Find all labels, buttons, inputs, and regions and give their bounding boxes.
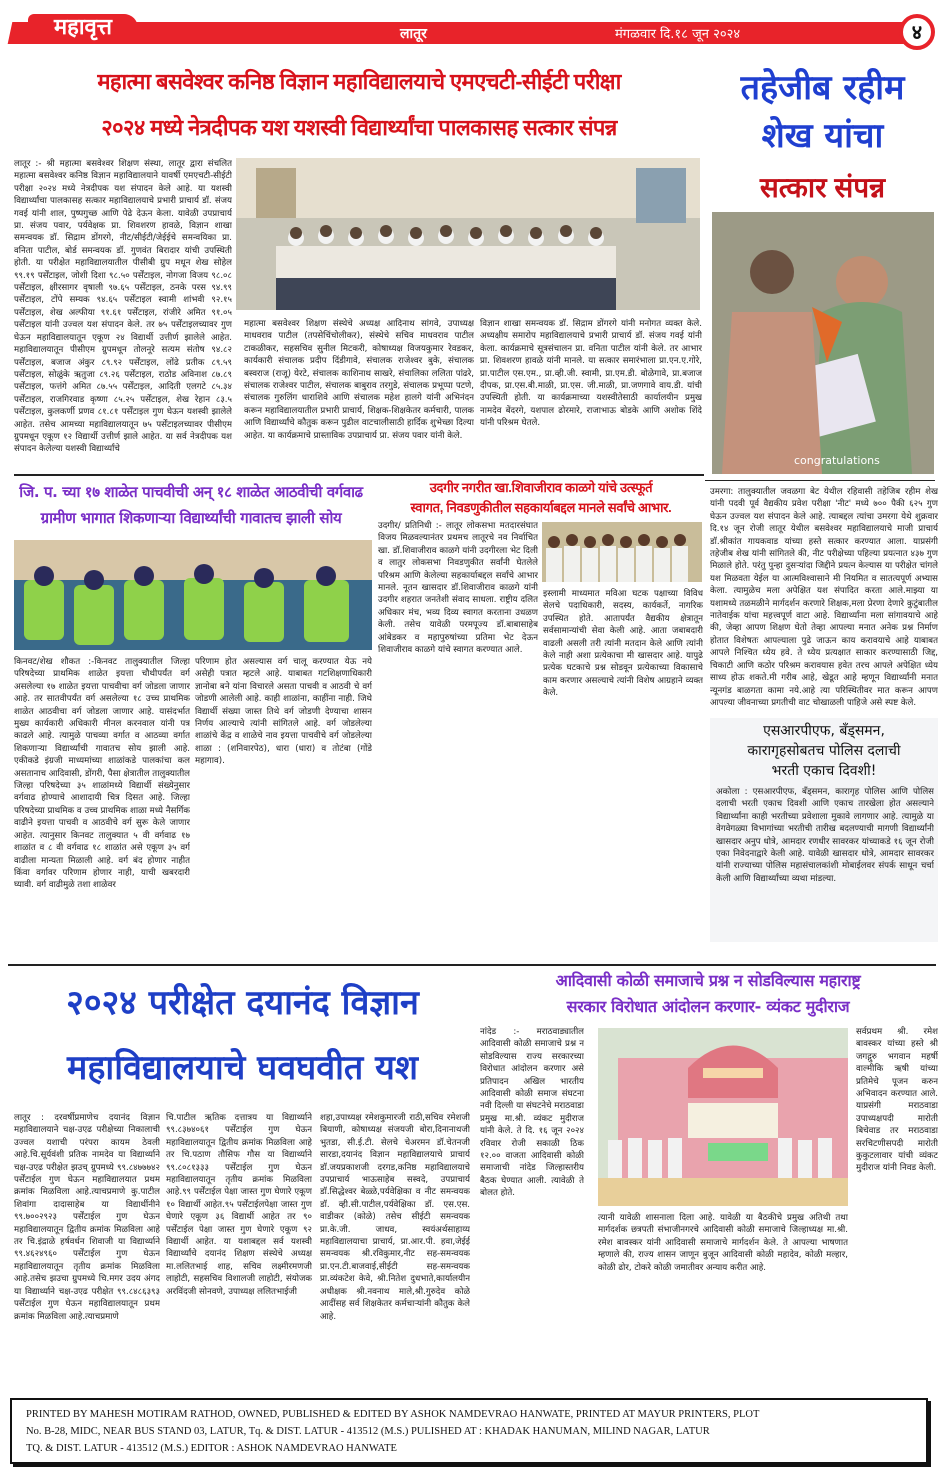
- story2-photo: [712, 212, 934, 474]
- story4-headline-line1: जि. प. च्या १७ शाळेत पाचवीची अन् १८ शाळेत आठवीची वर्गवाढ: [19, 483, 363, 501]
- story6-column1: लातूर : दरवर्षीप्रमाणेच दयानंद विज्ञान महाविद्यालयाने चक्ष-उएढ परीक्षेच्या निकालाची उज्वल यशाची परंपरा कायम ठेवली आहे.चि.सूर्यवंशी प्रतिक नामदेव या विद्यार्थ्याने चक्ष-उएढ परीक्षेत झउच् ग्रुपमध्ये ९९.८४७७७४२ पर्सेंटाईल गुण घेऊन महाविद्यालयात प्रथम क्रमांक मिळविला आहे.त्याचप्रमाणे कु.पाटील शिवांगा दादासाहेब या विद्यार्थीनीने ९९.७००२९२३ पर्सेंटाईल गुण घेऊन महाविद्यालयातून द्वितीय क्रमांक मिळविला आहे तर चि.इंद्राळे हर्षवर्धन शिवाजी या विद्यार्थ्याने ९९.४६२४९६० पर्सेंटाईल गुण घेऊन महाविद्यालयातून तृतीय क्रमांक मिळविला आहे.तसेच झउचा ग्रुपमध्ये चि.मगर उदय अंगद या विद्यार्थ्याने चक्ष-उएढ परीक्षेत ९९.८४८६३९३ पर्सेंटाईल गुण घेऊन महाविद्यालयातून प्रथम क्रमांक मिळविला आहे.त्याचप्रमाणे: [14, 1113, 160, 1322]
- page-number: ४: [899, 14, 935, 50]
- story1-headline-line2: २०२४ मध्ये नेत्रदीपक यश यशस्वी विद्यार्थ्यांचा पालकासह सत्कार संपन्न: [101, 115, 617, 140]
- story7-headline-line2: सरकार विरोधात आंदोलन करणार- व्यंकट मुदीराज: [566, 997, 850, 1016]
- story6-column2: चि.पाटील ऋतिक दत्तात्रय या विद्यार्थ्याने ९९.८३७४०६१ पर्सेंटाईल गुण घेऊन महाविद्यालयातून द्वितीय क्रमांक मिळविला आहे तर चि.पठाण तौसिफ गौस या विद्यार्थ्याने ९९.८०८१३३३ पर्सेंटाईल गुण घेऊन महाविद्यालयातून तृतीय क्रमांक मिळविला आहे.९९ पर्सेंटाईल पेक्षा जास्त गुण घेणारे एकूण १० विद्यार्थी आहेत.९५ पर्सेंटाईलपेक्षा जास्त गुण घेणारे एकूण ३६ विद्यार्थी आहेत तर ९० पर्सेंटाईल पेक्षा जास्त गुण घेणारे एकूण ९२ विद्यार्थी आहेत. या यशाबद्दल सर्व यशस्वी विद्यार्थ्यांचे दयानंद शिक्षण संस्थेचे अध्यक्ष मा.ललितभाई शाह, सचिव लक्ष्मीरमणजी लाहोटी, सहसचिव विशालजी लाहोटी, संयोजक अरविंदजी सोनवणे, उपाध्यक्ष ललितभाईजी: [166, 1113, 312, 1297]
- story3-headline-line1: एसआरपीएफ, बॅंड्समन,: [763, 723, 885, 739]
- story5-column1: उदगीर/ प्रतिनिधी :- लातूर लोकसभा मतदारसंघात विजय मिळवल्यानंतर प्रथमच लातूरचे नव निर्वाचित खा. डॉ.शिवाजीराव काळगे यांनी उदगीरला भेट दिली व लातुर लोकसभा निवडणुकीत सर्वांनी घेतलेले परिश्रम आणि केलेल्या सहकार्याबद्दल सर्वांचे आभार मानले. नूतन खासदार डॉ.शिवाजीराव काळगे यांनी उदगीर शहरात जनतेशी संवाद साधला. राष्ट्रीय दलित अधिकार मंच, भव्य दिव्य स्वागत करताना उधळण केली. तसेच यावेळी परमपूज्य डॉ.बाबासाहेब आंबेडकर व महापुरुषांच्या प्रतिमा भेट देऊन शिवाजीराव काळगे यांचे स्वागत करण्यात आले.: [378, 521, 538, 656]
- story7-photo: [598, 1028, 848, 1206]
- story4-column2: परिणाम होत असल्यास वर्ग चालू करण्यात येऊ नये असेही पत्रात म्हटले आहे. याबाबत गटशिक्षणाधिकारी ज्ञानोबा बने यांना विचारले असता पाचवी व आठवी चे वर्ग जोडणी आलेली आहे. काही शाळांना, काहींना नाही. जिथे विद्यार्थी संख्या जास्त तिथे वर्ग जोडणी देण्याचा शासन निर्णय आल्याचे त्यांनी सांगितले आहे. वर्ग जोडलेल्या शाळांचे केंद्र व शाळेचे नाव इयत्ता पाचवीचे वर्ग जोडलेल्या शाळा : (शनिवारपेठ), धारा (धारा) व तोटंबा (गोंडे महागाव).: [195, 657, 372, 767]
- story5-headline-line1: उदगीर नगरीत खा.शिवाजीराव काळगे यांचे उत्स्फूर्त: [429, 480, 653, 495]
- story7-column2: त्यानी यावेळी शासनाला दिला आहे. यावेळी या बैठकीचे प्रमुख अतिथी तथा मार्गदर्शक छत्रपती संभाजीनगरचे आदिवासी कोळी समाजाचे जिल्हाध्यक्ष मा.श्री. रमेश बावस्कर यांनी आदिवासी समाजाचे मार्गदर्शन केले. ते आपल्या भाषणात म्हणाले की, राज्य शासन जाणून बुजून आदिवासी कोळी महादेव, कोळी मल्हार, कोळी ढोर, टोकरे कोळी जमातीवर अन्याय करीत आहे.: [598, 1213, 848, 1273]
- story4-school-photo: [14, 540, 372, 650]
- story7-column3: सर्वप्रथम श्री. रमेश बावस्कर यांच्या हस्ते श्री जगद्गुरु भगवान महर्षी वाल्मीकि ऋषी यांच्या प्रतिमेचे पूजन करुन अभिवादन करण्यात आले. याप्रसंगी मराठवाडा उपाध्यक्षपदी मारोती बिचेवाड तर मराठवाडा सरचिटणीसपदी मारोती कुकुटलावार यांची व्यंकट मुदीराज यांनी निवड केली.: [856, 1027, 938, 1174]
- meeting-photo-graphic: [598, 1028, 848, 1206]
- story2-headline-line1: तहेजीब रहीम: [740, 68, 905, 108]
- students-photo-graphic: [14, 540, 372, 650]
- story1-group-photo: [236, 158, 700, 310]
- story2-headline-line2: शेख यांचा: [761, 116, 884, 156]
- welcome-photo-graphic: [542, 522, 702, 582]
- story2-body: उमरगा: तालुक्यातील जवळगा बेट येथील रहिवासी तहेजिब रहीम शेख यांनी पदवी पूर्व वैद्यकीय प्रवेश परीक्षा 'नीट' मध्ये ७०० पैकी ६२५ गुण घेऊन उज्वल यश संपादन केले आहे. त्याबद्दल त्यांचा उमरगा येथे शुक्रवार दि.१४ जून रोजी लातूर येथील बसवेश्वर महाविद्यालयाचे माजी प्राचार्य डॉ.श्रीकांत गायकवाड यांच्या हस्ते सत्कार करण्यात आला. याप्रसंगी तहेजीब शेख यांनी सांगितले की, नीट परीक्षेच्या पहिल्या प्रयत्नात ४३७ गुण मिळाले होते. परंतु पुन्हा दुसऱ्यांदा जिद्दीने प्रयत्न केल्यास या परीक्षेत चांगले यश मिळवता येईल या आत्मविश्वासाने मी नियमित व सातत्यपूर्ण अभ्यास केला. त्यामुळेच मला अपेक्षित यश संपादित करता आले.माझ्या या यशामध्ये तळमळीने मार्गदर्शन करणारे शिक्षक,मला प्रेरणा देणारे कुटुंबातील नातेवाईक यांचा महत्त्वपूर्ण वाटा आहे. विद्यार्थ्यांना मला सांगावयाचे आहे की, जेव्हा आपण शिक्षण घेतो तेव्हा आपल्या मनात अनेक प्रश्न निर्माण होतात विशेषतः आपल्याला पुढे जाऊन काय करावयाचे आहे याबाबत आपले निश्चित ध्येय हवे. ते ध्येय प्रत्यक्षात साकार करण्यासाठी जिद्द, चिकाटी आणि कठोर परिश्रम करावयास हवेत तरच आपले अपेक्षित ध्येय साध्य होऊ शकते.मी गरीब आहे, खेडूत आहे म्हणून विद्यार्थ्यांनी मनात न्यूनगंड बाळगता कामा नये.आहे त्या परिस्थितीवर मात करून आपण आपल्या जीवनाच्या प्रगतीची वाट चोखाळली पाहिजे असे स्पष्ट केले.: [710, 487, 938, 708]
- story1-column2: महात्मा बसवेश्वर शिक्षण संस्थेचे अध्यक्ष आदिनाथ सांगवे, उपाध्यक्ष माधवराव पाटील (तपसेचिंचोलीकर), संस्थेचे सचिव माधवराव पाटील टाकळीकर, सहसचिव सुनील मिटकरी, कोषाध्यक्ष विजयकुमार रेवडकर, कार्यकारी संचालक प्रदीप दिंडीगावे, संचालक राजेश्वर बुके, संचालक बस्वराज (राजू) येरटे, संचालक काशिनाथ साखरे, संचालिका ललिता पांढरे, संचालक राजेश्वर पाटील, संचालक बाबुराव तरगुडे, संचालक प्रभूप्पा पटणे, संचालक गुरुलिंग धाराशिवे आणि संचालक महेश हालगे यांनी अभिनंदन करून महाविद्यालयातील प्रभारी प्राचार्य, शिक्षक-शिक्षकेतर कर्मचारी, पालक आणि विद्यार्थ्यांचे कौतुक करून पुढील वाटचालीसाठी हार्दिक शुभेच्छा दिल्या आहेत. या कार्यक्रमाचे प्रास्ताविक उपप्राचार्य प्रा. संजय पवार यांनी केले.: [244, 319, 474, 441]
- story7-headline-line1: आदिवासी कोळी समाजाचे प्रश्न न सोडविल्यास महाराष्ट्र: [555, 971, 861, 990]
- story5-photo: [542, 522, 702, 582]
- story4-column1: किनवट/शेख शौकत :-किनवट तालुक्यातील जिल्हा परिषदेच्या प्राथमिक शाळेत इयत्ता चौथीपर्यंत वर्ग असलेल्या १७ शाळेत इयत्ता पाचवीचा वर्ग जोडला जाणार आहे. तर सातवीपर्यंत वर्ग असलेल्या १८ उच्च प्राथमिक शाळेत आठवीचा वर्ग जोडला जाणार आहे. यासंदर्भात मुख्य कार्यकारी अधिकारी मीनल करनवाल यांनी पत्र काढले आहे. त्यामुळे पाचव्या वर्गात व आठव्या वर्गात शिकणाऱ्या विद्यार्थ्यांची गावातच सोय झाली आहे. एकीकडे इंग्रजी माध्यमांच्या शाळांकडे पालकांचा कल असतानाच आदिवासी, डोंगरी, पैसा क्षेत्रातील तालुक्यातील जिल्हा परिषदेच्या ३५ शाळांमध्ये विद्यार्थी संख्येनुसार वर्गवाढ होण्याचे आशादायी चित्र दिसत आहे. जिल्हा परिषदेच्या प्राथमिक व उच्च प्राथमिक शाळा मध्ये नैसर्गिक वाढीने इयत्ता पाचवी व आठवीचे वर्ग सुरू केले जाणार आहेत. त्यानुसार किनवट तालुक्यात ५ वी वर्गवाढ १७ शाळांत व ८ वी वर्गवाढ १८ शाळांत असे एकूण ३५ वर्ग वाढीला मान्यता मिळाली आहे. वर्ग बंद होणार नाहीत किंवा वर्गावर परिणाम होणार नाही, याची खबरदारी घ्यावी. वर्ग वाढीमुळे तशा शाळेवर: [14, 657, 190, 891]
- story6-headline-line2: महाविद्यालयाचे घवघवीत यश: [67, 1048, 418, 1088]
- masthead-bar: [8, 22, 913, 44]
- story5-column2: इस्लामी माध्यमात मविआ घटक पक्षाच्या विविध सेलचे पदाधिकारी, सदस्य, कार्यकर्ते, नागरिक उपस्थित होते. आतापर्यंत वैद्यकीय क्षेत्रातून सर्वसामान्यांची सेवा केली आहे. आता जबाबदारी वाढली असली तरी त्यांनी मतदान केले आणि त्यांनी केले नाही अशा प्रत्येकाचा मी खासदार आहे. यापुढे प्रत्येक घटकाचे प्रश्न सोडवून प्रत्येकाच्या विकासाचे काम करणार असल्याचे त्यांनी विशेष आग्रहाने व्यक्त केले.: [543, 589, 703, 699]
- photo-caption: congratulations: [794, 454, 880, 467]
- group-photo-graphic: [236, 158, 700, 310]
- story6-headline-line1: २०२४ परीक्षेत दयानंद विज्ञान: [66, 983, 419, 1023]
- story6-column3: शहा,उपाध्यक्ष रमेशकुमारजी राठी,सचिव रमेशजी बियाणी, कोषाध्यक्ष संजयजी बोरा,दिनानाथजी भुतडा, सी.ई.टी. सेलचे चेअरमन डॉ.चेतनजी सारडा,दयानंद विज्ञान महाविद्यालयाचे प्राचार्य डॉ.जयप्रकाशजी दरगड,कनिष्ठ महाविद्यालयाचे उपप्राचार्य भाऊसाहेब सस्वदे, उपप्राचार्य डॉ.सिद्धेश्वर बेळ्ळे,पर्यवेक्षिका व नीट समन्वयक डॉ. व्ही.सी.पाटील,पर्यवेक्षिका डॉ. एस.एस. वाडीकर (कोळे) तसेच सीईटी समन्वयक प्रा.के.जी. जाधव, स्वयंअर्थसाहाय्य महाविद्यालयाचा प्राचार्य, प्रा.आर.पी. हवा,जेईई समन्वयक श्री.रविकुमार,नीट सह-समन्वयक प्रा.एन.टी.बाजवाई,सीईटी सह-समन्वयक प्रा.व्यंकटेश केवे, श्री.नितेश दुधभाते,कार्यालयीन अधीक्षक श्री.नवनाथ माले,श्री.गुरुदेव कोळे आदींसह सर्व शिक्षकेतर कर्मचाऱ्यांनी कौतुक केले आहे.: [320, 1113, 470, 1322]
- imprint-line1: PRINTED BY MAHESH MOTIRAM RATHOD, OWNED, PUBLISHED & EDITED BY ASHOK NAMDEVRAO HANWATE, PRINTED AT MAYUR PRINTERS, PLOT: [26, 1409, 760, 1420]
- divider: [8, 964, 936, 966]
- story3-box: [710, 718, 938, 942]
- award-photo-graphic: [712, 212, 934, 474]
- divider: [705, 480, 935, 481]
- story2-headline-line3: सत्कार संपन्न: [759, 172, 886, 203]
- story3-body: अकोला : एसआरपीएफ, बॅंड्समन, कारागृह पोलिस आणि पोलिस दलाची भरती एकाच दिवशी आणि एकाच तारखेला होत असल्याने विद्यार्थ्यांना काही भरतीच्या प्रवेशाला मुकावे लागणार आहे. त्यामुळे या वेगवेगळ्या विभागांच्या भरतीची तारीख बदलण्याची मागणी विद्यार्थ्यांनी खासदार अनुप धोत्रे, आमदार रणधीर सावरकर यांच्याकडे १६ जून रोजी एका निवेदनाद्वारे केली आहे. यावेळी खासदार धोत्रे, आमदार सावरकर यांनी राज्याच्या पोलिस महासंचालकांशी मोबाईलवर संपर्क साधून चर्चा केली आणि विद्यार्थ्यांच्या व्यथा मांडल्या.: [716, 787, 934, 884]
- masthead: [10, 14, 935, 48]
- story5-headline-line2: स्वागत, निवडणुकीतील सहकार्याबद्दल मानले सर्वांचे आभार.: [410, 500, 672, 515]
- story1-headline-line1: महात्मा बसवेश्वर कनिष्ठ विज्ञान महाविद्यालयाचे एमएचटी-सीईटी परीक्षा: [97, 69, 621, 94]
- story1-column1: लातूर :- श्री महात्मा बसवेश्वर शिक्षण संस्था, लातूर द्वारा संचलित महात्मा बसवेश्वर कनिष्ठ विज्ञान महाविद्यालयाने यावर्षी एमएचटी-सीईटी परीक्षा २०२४ मध्ये नेत्रदीपक यश संपादन केले आहे. या यशस्वी विद्यार्थ्यांचा पालकासह सत्कार महाविद्यालयाचे प्रभारी प्राचार्य डॉ. संजय गवई यांनी शाल, पुष्पगुच्छ आणि पेढे देऊन केला. यावेळी उपप्राचार्य प्रा. संजय पवार, पर्यवेक्षक प्रा. शिवशरण हावळे, विज्ञान शाखा समन्वयक डॉ. सिद्राम डोंगरगे, नीट/सीईटी/जेईईचे समन्वयिका प्रा. वनिता पाटील, बोर्ड समन्वयक डॉ. गुणवंत बिरादार यांची उपस्थिती होती. या परीक्षेत महाविद्यालयातील पीसीबी ग्रुप मधून शेख सोहेल ९९.१९ पर्सेंटाइल, जोशी दिशा ९८.५० पर्सेंटाइल, नोगजा विजय ९८.०८ पर्सेंटाइल, क्षीरसागर वृषाली ९७.६५ पर्सेंटाइल, ठनके परस ९४.९९ पर्सेंटाइल, टोंपे सम्यक ९४.६५ पर्सेंटाइल स्वामी शांभवी ९२.१५ पर्सेंटाइल, शेख अल्फीया ९१.६१ पर्सेंटाइल, रांजीरे अमित ९१.०५ पर्सेंटाइल यांनी उज्वल यश संपादन केले. तर ७५ पर्सेंटाइलच्यावर गुण घेऊन महाविद्यालयातून एकूण २४ विद्यार्थी उत्तीर्ण झालेले आहेत. महाविद्यालयातून पीसीएम ग्रुपमधून तोलनूरे सत्यम संतोष ९४.८२ पर्सेंटाइल, बजाज अंकुर ८९.९२ पर्सेंटाइल, लोंढे प्रतीक ८९.५९ पर्सेंटाइल, सोळुंके ऋतुजा ८९.२६ पर्सेंटाइल, राठोड अविनाश ८७.८९ पर्सेंटाइल, फत्तंगे अमित ८७.५५ पर्सेंटाइल, आदिती एलगटे ८५.३४ पर्सेंटाइल, राजगिरवाड कृष्णा ८५.२५ पर्सेंटाइल, शेख रेहान ८३.५ पर्सेंटाइल, कुलकर्णी प्रणव ८१.८१ पर्सेंटाइल गुण घेऊन यशस्वी झालेले आहेत. तसेच आमच्या महाविद्यालयातून ७५ पर्सेंटाइलच्यावर पीसीएम ग्रुपमधून एकूण १२ विद्यार्थी उत्तीर्ण झाले आहेत. या सर्व नेत्रदीपक यश संपादन केलेल्या यशस्वी विद्यार्थ्यांचे: [14, 159, 232, 455]
- divider: [14, 474, 704, 476]
- imprint-line2: No. B-28, MIDC, NEAR BUS STAND 03, LATUR, Tq. & DIST. LATUR - 413512 (M.S.) PULISHED AT : KHADAK HANUMAN, MILIND NAGAR, LATUR: [26, 1426, 710, 1437]
- imprint-line3: TQ. & DIST. LATUR - 413512 (M.S.) EDITOR : ASHOK NAMDEVRAO HANWATE: [26, 1443, 397, 1454]
- edition-city: लातूर: [400, 26, 427, 42]
- issue-date: मंगळवार दि.१८ जून २०२४: [615, 27, 741, 42]
- story4-headline-line2: ग्रामीण भागात शिकणाऱ्या विद्यार्थ्यांची गावातच झाली सोय: [40, 509, 342, 527]
- story3-headline-line2: कारागृहसोबतच पोलिस दलाची: [747, 743, 901, 759]
- story7-column1: नांदेड :- मराठवाड्यातील आदिवासी कोळी समाजाचे प्रश्न न सोडविल्यास राज्य सरकारच्या विरोधात आंदोलन करणार असे प्रतिपादन अखिल भारतीय आदिवासी कोळी समाज संघटना नवी दिल्ली या संघटनेचे मराठवाडा प्रमुख मा.श्री. व्यंकट मुदीराज यांनी केले. ते दि. १६ जून २०२४ रविवार रोजी सकाळी ठिक १२.०० वाजता आदिवासी कोळी समाजाची नांदेड जिल्हास्तरीय बैठक घेण्यात आली. त्यावेळी ते बोलत होते.: [480, 1027, 584, 1199]
- story1-column3: विज्ञान शाखा समन्वयक डॉ. सिद्राम डोंगरगे यांनी मनोगत व्यक्त केले. अध्यक्षीय समारोप महाविद्यालयाचे प्रभारी प्राचार्य डॉ. संजय गवई यांनी केला. कार्यक्रमाचे सूत्रसंचालन प्रा. वनिता पाटील यांनी केले. तर आभार प्रा. शिवशरण हावळे यांनी मानले. या सत्कार समारंभाला प्रा.एन.ए.गोरे, प्रा.पाटील एस.एम., प्रा.व्ही.जी. स्वामी, प्रा.एम.डी. बोळेगावे, प्रा.बजाज दीपक, प्रा.एस.बी.माळी, प्रा.एस. जी.माळी, प्रा.जणगावे वाय.डी. यांची उपस्थिती होती. या कार्यक्रमाच्या यशस्वीतेसाठी कार्यालयीन प्रमुख नामदेव बेंदरगे, यशपाल ढोरमारे, राजाभाऊ बोडके आणि अशोक शिंदे यांनी परिश्रम घेतले.: [480, 319, 702, 429]
- imprint-footer: [10, 1398, 928, 1464]
- newspaper-logo: महावृत्त: [28, 14, 138, 44]
- story3-headline-line3: भरती एकाच दिवशी!: [771, 763, 877, 779]
